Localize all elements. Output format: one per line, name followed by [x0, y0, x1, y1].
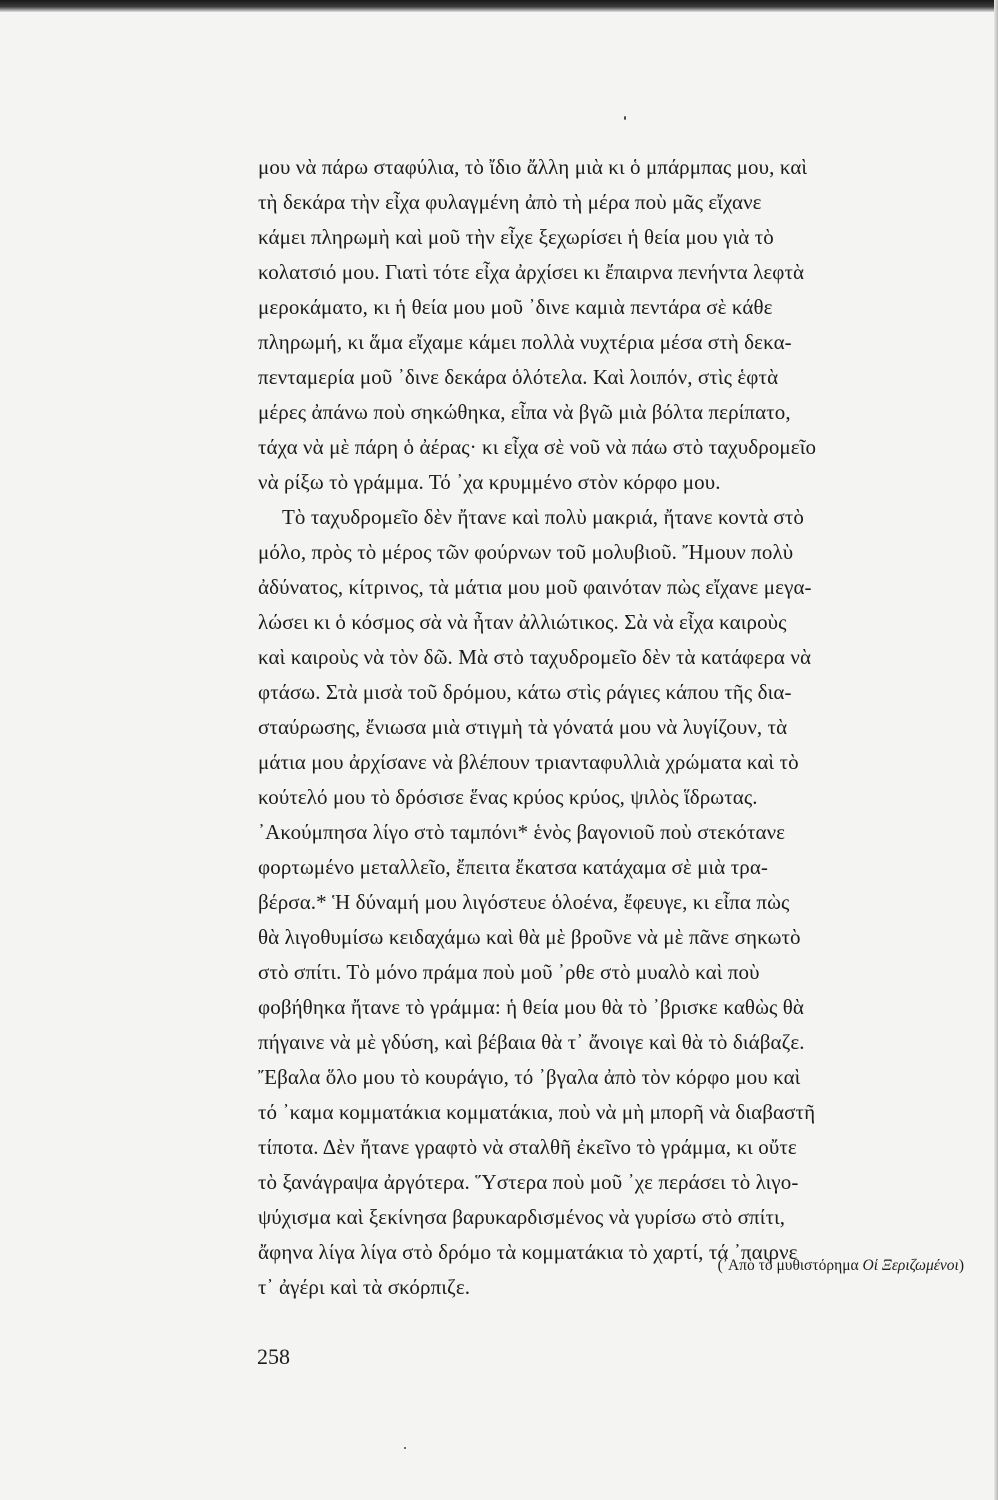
text-line: μέρες ἀπάνω ποὺ σηκώθηκα, εἶπα νὰ βγῶ μιὰ βόλτα περίπατο,	[258, 400, 791, 424]
text-line: κάμει πληρωμὴ καὶ μοῦ τὴν εἶχε ξεχωρίσει ἡ θεία μου γιὰ τὸ	[258, 225, 774, 249]
text-line: πήγαινε νὰ μὲ γδύση, καὶ βέβαια θὰ τ᾿ ἄνοιγε καὶ θὰ τὸ διάβαζε.	[258, 1030, 805, 1054]
text-line: Ἔβαλα ὅλο μου τὸ κουράγιο, τό ᾿βγαλα ἀπὸ τὸν κόρφο μου καὶ	[258, 1065, 801, 1089]
text-line: πενταμερία μοῦ ᾿δινε δεκάρα ὁλότελα. Καὶ λοιπόν, στὶς ἑφτὰ	[258, 365, 779, 389]
text-line: τάχα νὰ μὲ πάρη ὁ ἀέρας· κι εἶχα σὲ νοῦ νὰ πάω στὸ ταχυδρομεῖο	[258, 435, 817, 459]
paragraph-start-line: Τὸ ταχυδρομεῖο δὲν ἤτανε καὶ πολὺ μακριά, ἤτανε κοντὰ στὸ	[282, 505, 804, 529]
text-line: μάτια μου ἀρχίσανε νὰ βλέπουν τριανταφυλλιὰ χρώματα καὶ τὸ	[258, 750, 799, 774]
text-line: στὸ σπίτι. Τὸ μόνο πράμα ποὺ μοῦ ᾿ρθε στὸ μυαλὸ καὶ ποὺ	[258, 960, 760, 984]
text-line: τό ᾿καμα κομματάκια κομματάκια, ποὺ νὰ μὴ μπορῆ νὰ διαβαστῆ	[258, 1100, 816, 1124]
text-line: τὴ δεκάρα τὴν εἶχα φυλαγμένη ἀπὸ τὴ μέρα ποὺ μᾶς εἴχανε	[258, 190, 762, 214]
text-line: τὸ ξανάγραψα ἀργότερα. Ὕστερα ποὺ μοῦ ᾿χε περάσει τὸ λιγο-	[258, 1170, 799, 1194]
scan-speck	[624, 116, 626, 120]
text-line: νὰ ρίξω τὸ γράμμα. Τό ᾿χα κρυμμένο στὸν κόρφο μου.	[258, 470, 721, 494]
text-line: ἀδύνατος, κίτρινος, τὰ μάτια μου μοῦ φαινόταν πὼς εἴχανε μεγα-	[258, 575, 812, 599]
scan-speck	[404, 1447, 406, 1449]
text-line: βέρσα.* Ἡ δύναμή μου λιγόστευε ὁλοένα, ἔφευγε, κι εἶπα πὼς	[258, 890, 790, 914]
page-number: 258	[257, 1344, 290, 1369]
text-line: τ᾿ ἀγέρι καὶ τὰ σκόρπιζε.	[258, 1275, 471, 1299]
text-line: ψύχισμα καὶ ξεκίνησα βαρυκαρδισμένος νὰ γυρίσω στὸ σπίτι,	[258, 1205, 786, 1229]
scan-shadow-top	[0, 0, 998, 12]
text-line: μου νὰ πάρω σταφύλια, τὸ ἴδιο ἄλλη μιὰ κι ὁ μπάρμπας μου, καὶ	[258, 155, 808, 179]
text-line: πληρωμή, κι ἅμα εἴχαμε κάμει πολλὰ νυχτέρια μέσα στὴ δεκα-	[258, 330, 792, 354]
text-line: μεροκάματο, κι ἡ θεία μου μοῦ ᾿δινε καμιὰ πεντάρα σὲ κάθε	[258, 295, 773, 319]
text-line: λώσει κι ὁ κόσμος σὰ νὰ ἦταν ἀλλιώτικος. Σὰ νὰ εἶχα καιροὺς	[258, 610, 787, 634]
text-line: ᾿Ακούμπησα λίγο στὸ ταμπόνι* ἑνὸς βαγονιοῦ ποὺ στεκότανε	[258, 820, 786, 844]
text-line: μόλο, πρὸς τὸ μέρος τῶν φούρνων τοῦ μολυβιοῦ. Ἤμουν πολὺ	[258, 540, 794, 564]
scan-shadow-right	[994, 0, 998, 1500]
source-citation	[718, 1256, 964, 1276]
text-line: ἄφηνα λίγα λίγα στὸ δρόμο τὰ κομματάκια τὸ χαρτί, τά ᾿παιρνε	[258, 1240, 798, 1264]
source-suffix: )	[958, 1257, 964, 1274]
text-line: καὶ καιροὺς νὰ τὸν δῶ. Μὰ στὸ ταχυδρομεῖο δὲν τὰ κατάφερα νὰ	[258, 645, 812, 669]
text-line: τίποτα. Δὲν ἤτανε γραφτὸ νὰ σταλθῆ ἐκεῖνο τὸ γράμμα, κι οὔτε	[258, 1135, 797, 1159]
source-title: Οἱ Ξεριζωμένοι	[862, 1257, 959, 1274]
text-line: φορτωμένο μεταλλεῖο, ἔπειτα ἔκατσα κατάχαμα σὲ μιὰ τρα-	[258, 855, 769, 879]
text-line: φοβήθηκα ἤτανε τὸ γράμμα: ἡ θεία μου θὰ τὸ ᾿βρισκε καθὼς θὰ	[258, 995, 805, 1019]
text-line: κολατσιό μου. Γιατὶ τότε εἶχα ἀρχίσει κι ἔπαιρνα πενήντα λεφτὰ	[258, 260, 805, 284]
text-line: σταύρωσης, ἔνιωσα μιὰ στιγμὴ τὰ γόνατά μου νὰ λυγίζουν, τὰ	[258, 715, 788, 739]
text-line: θὰ λιγοθυμίσω κειδαχάμω καὶ θὰ μὲ βροῦνε νὰ μὲ πᾶνε σηκωτὸ	[258, 925, 801, 949]
source-prefix: (᾿Απὸ τὸ μυθιστόρημα	[717, 1257, 863, 1274]
body-text	[258, 150, 976, 1305]
text-line: κούτελό μου τὸ δρόσισε ἕνας κρύος κρύος, ψιλὸς ἵδρωτας.	[258, 785, 758, 809]
text-line: φτάσω. Στὰ μισὰ τοῦ δρόμου, κάτω στὶς ράγιες κάπου τῆς δια-	[258, 680, 792, 704]
